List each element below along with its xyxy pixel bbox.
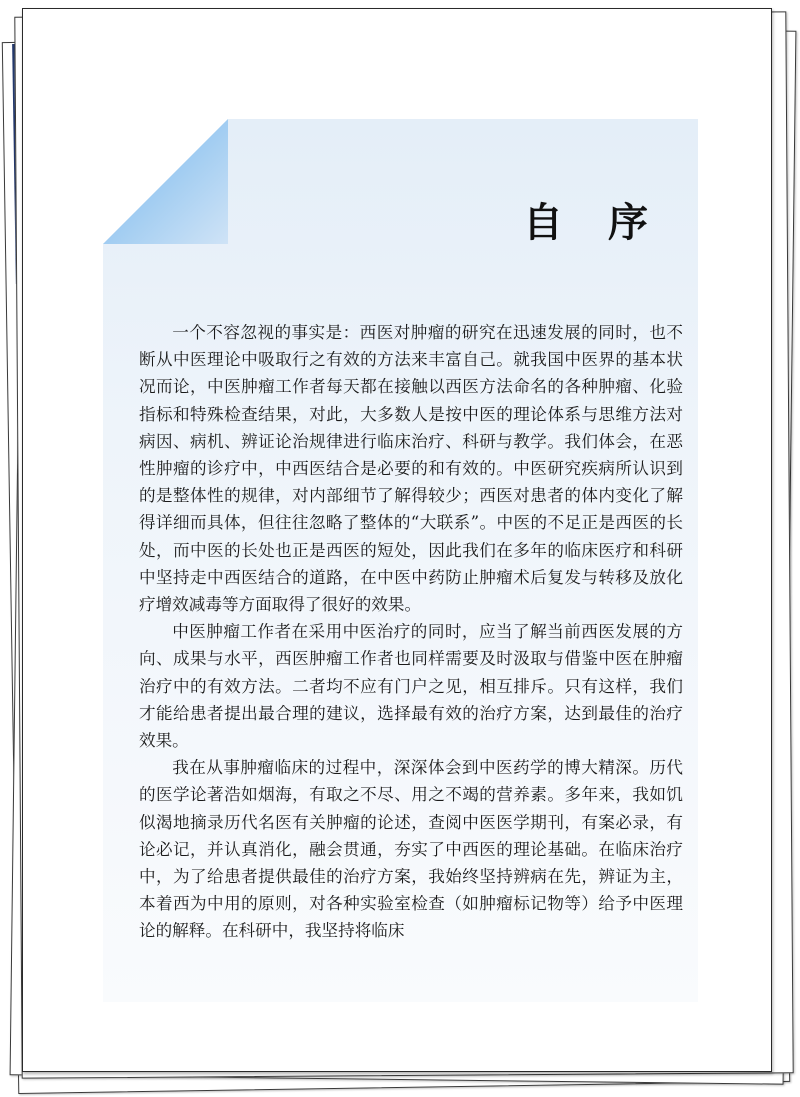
page-title [523, 191, 683, 248]
paragraph: 一个不容忽视的事实是：西医对肿瘤的研究在迅速发展的同时，也不断从中医理论中吸取行之有效的方法来丰富自己。就我国中医界的基本状况而论，中医肿瘤工作者每天都在接触以西医方法命名的各种肿瘤、化验指标和特殊检查结果，对此，大多数人是按中医的理论体系与思维方法对病因、病机、辨证论治规律进行临床治疗、科研与教学。我们体会，在恶性肿瘤的诊疗中，中西医结合是必要的和有效的。中医研究疾病所认识到的是整体性的规律，对内部细节了解得较少；西医对患者的体内变化了解得详细而具体，但往往忽略了整体的“大联系”。中医的不足正是西医的长处，而中医的长处也正是西医的短处，因此我们在多年的临床医疗和科研中坚持走中西医结合的道路，在中医中药防止肿瘤术后复发与转移及放化疗增效减毒等方面取得了很好的效果。 [139, 323, 683, 615]
preface-body [139, 319, 683, 945]
paragraph: 我在从事肿瘤临床的过程中，深深体会到中医药学的博大精深。历代的医学论著浩如烟海，有取之不尽、用之不竭的营养素。多年来，我如饥似渴地摘录历代名医有关肿瘤的论述，查阅中医医学期刊，有案必录，有论必记，并认真消化，融会贯通，夯实了中西医的理论基础。在临床治疗中，为了给患者提供最佳的治疗方案，我始终坚持辨病在先，辨证为主，本着西为中用的原则，对各种实验室检查（如肿瘤标记物等）给予中医理论的解释。在科研中，我坚持将临床 [139, 758, 683, 941]
document-page [22, 8, 772, 1072]
paragraph: 中医肿瘤工作者在采用中医治疗的同时，应当了解当前西医发展的方向、成果与水平，西医肿瘤工作者也同样需要及时汲取与借鉴中医在肿瘤治疗中的有效方法。二者均不应有门户之见，相互排斥。只有这样，我们才能给患者提出最合理的建议，选择最有效的治疗方案，达到最佳的治疗效果。 [139, 622, 683, 751]
title-char: 序 [608, 199, 648, 246]
title-char: 自 [523, 199, 563, 246]
